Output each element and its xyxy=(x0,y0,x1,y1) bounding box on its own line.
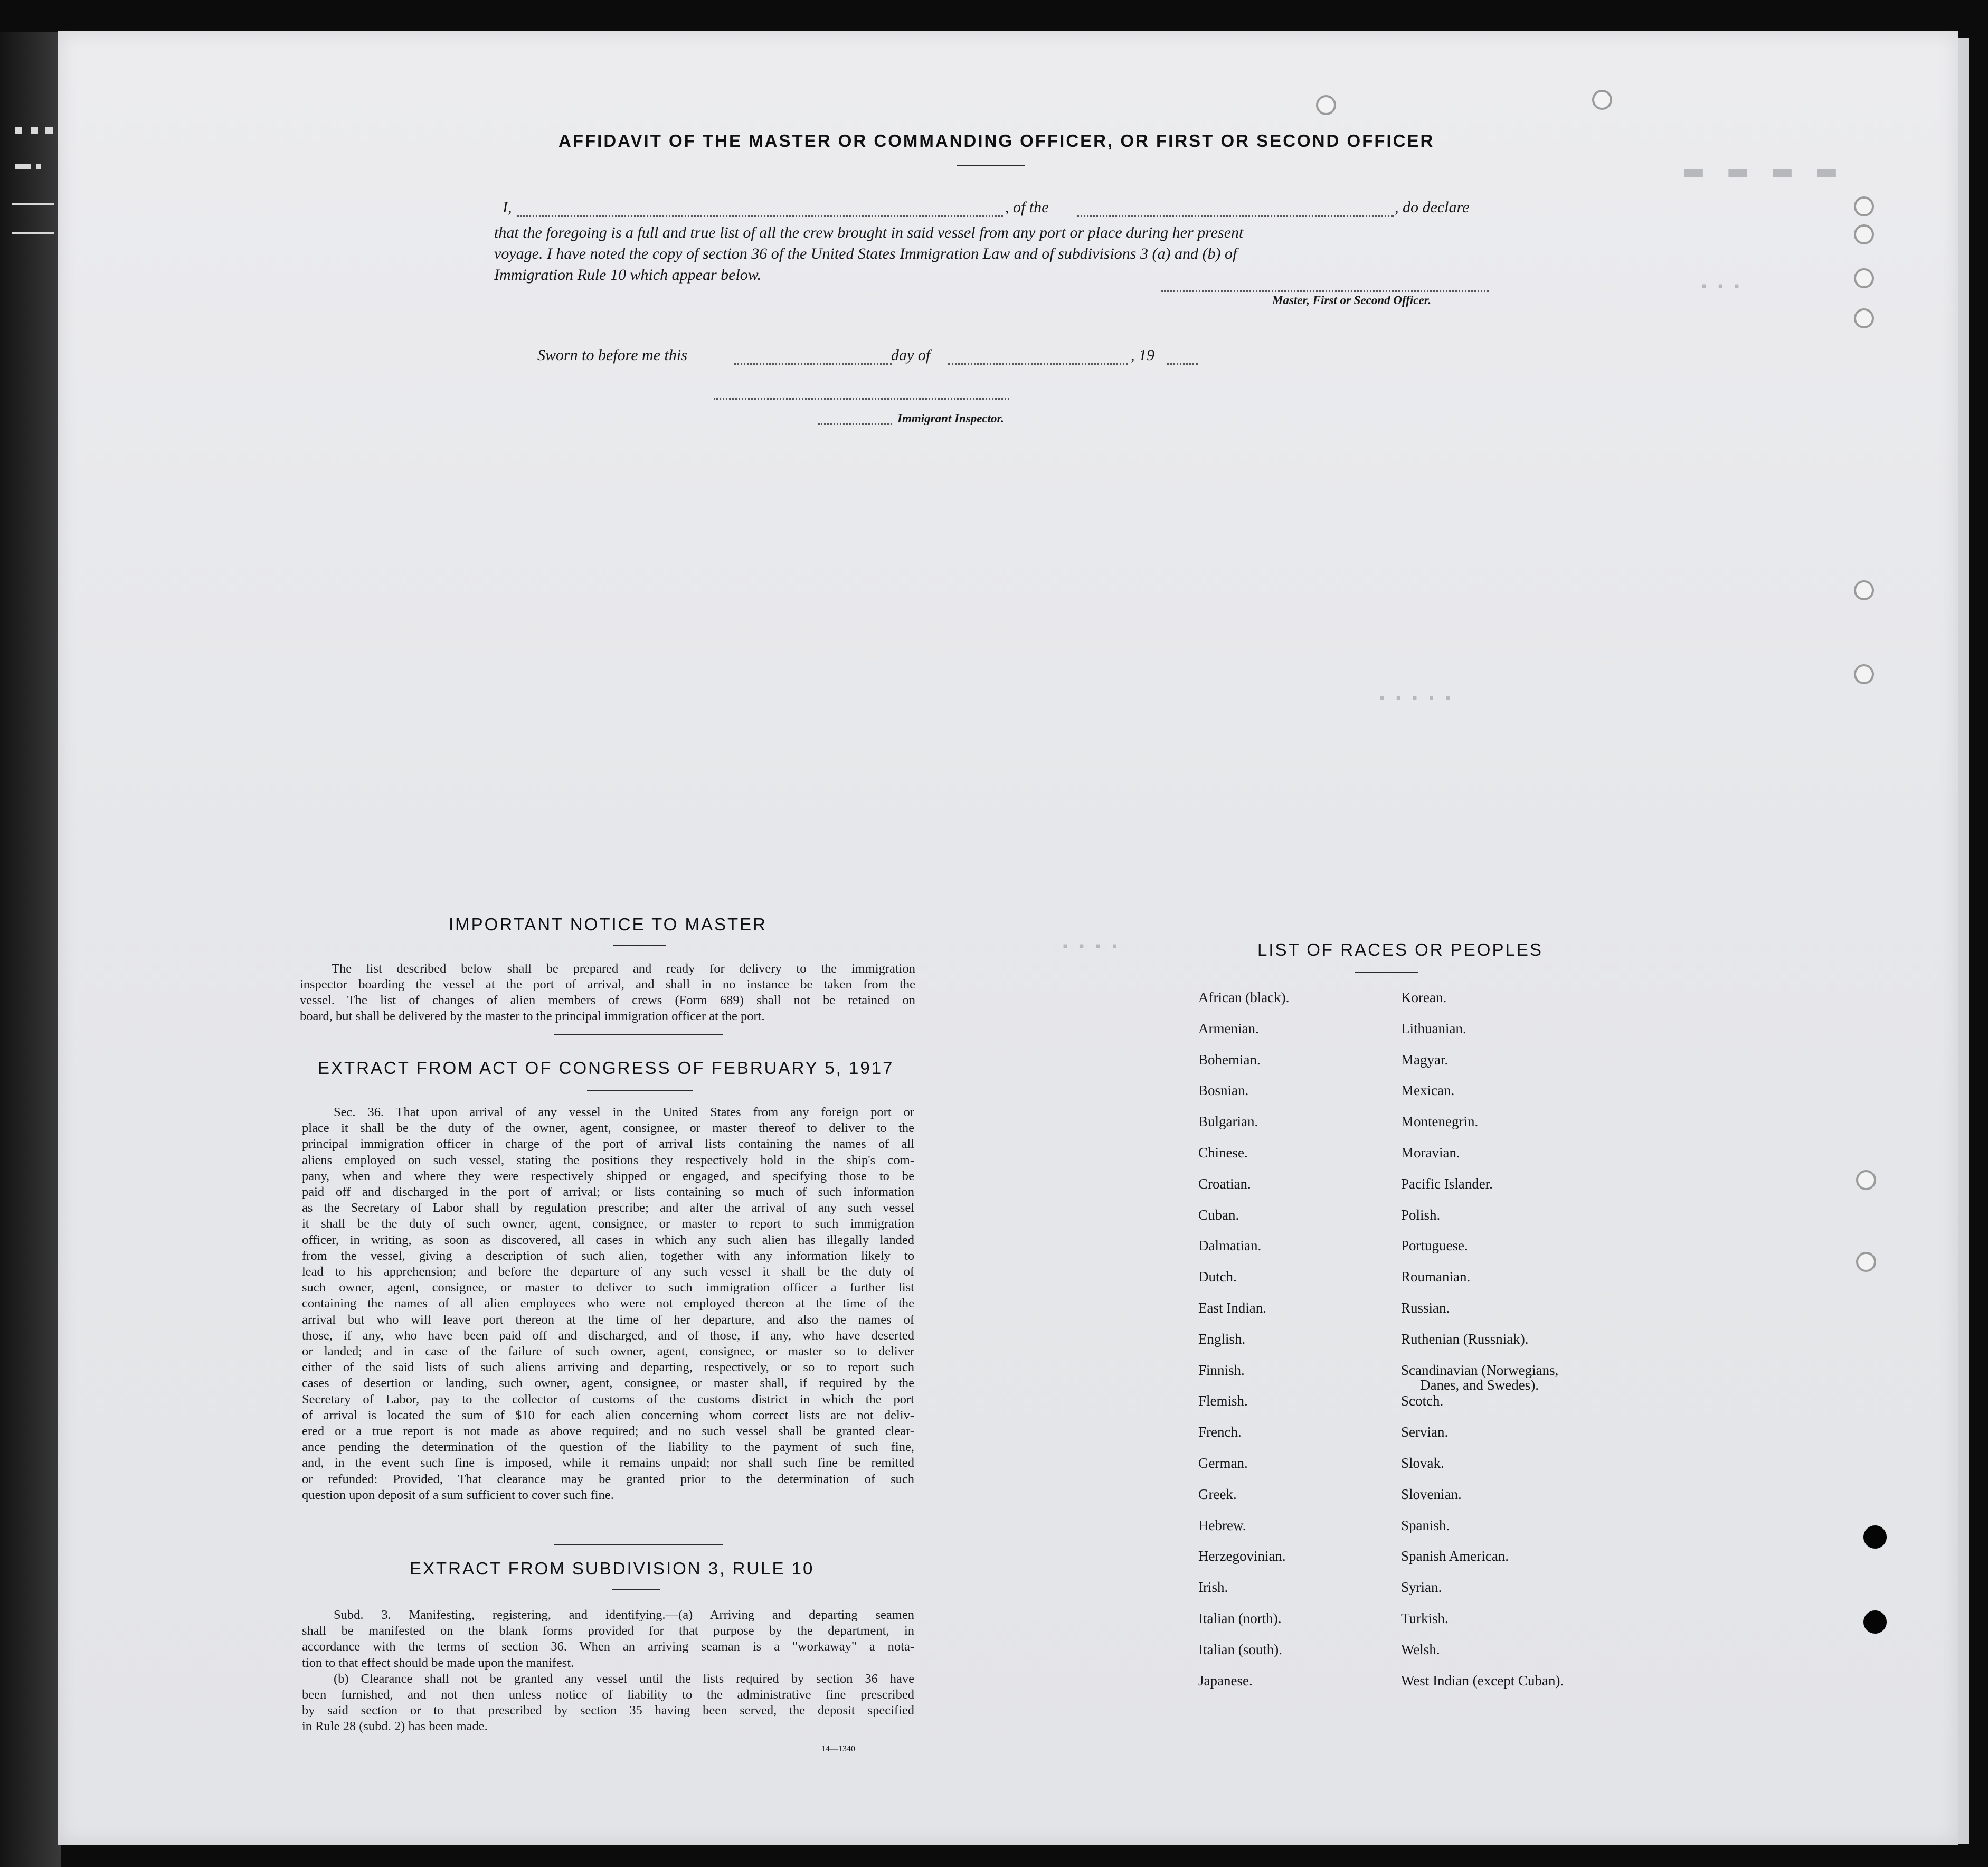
race-item: Scandinavian (Norwegians, xyxy=(1401,1362,1559,1378)
sworn-year-line[interactable] xyxy=(1167,363,1198,365)
bleed-through: ▪ ▪ ▪ ▪ xyxy=(1061,939,1119,955)
races-title: LIST OF RACES OR PEOPLES xyxy=(1257,940,1543,959)
race-item: Turkish. xyxy=(1401,1610,1449,1626)
punch-hole xyxy=(1863,1610,1887,1634)
vessel-name-line[interactable] xyxy=(1077,215,1394,217)
affidavit-line-2: voyage. I have noted the copy of section 36 of the United States Immigration Law and of subdivisions 3 (a) and (b) of xyxy=(494,245,1237,262)
act-extract-line: it shall be the duty of such owner, agent, consignee, or master to report to such immigration xyxy=(302,1217,914,1231)
race-item: Dalmatian. xyxy=(1198,1238,1262,1254)
form-number: 14—1340 xyxy=(821,1745,855,1753)
punch-hole xyxy=(1856,1170,1876,1190)
inspector-label: Immigrant Inspector. xyxy=(897,412,1004,425)
rule-extract-line: in Rule 28 (subd. 2) has been made. xyxy=(302,1719,488,1734)
notice-line: inspector boarding the vessel at the port of arrival, and shall in no instance be taken from the xyxy=(300,977,915,992)
act-extract-line: or landed; and in case of the failure of such owner, agent, consignee, or master so to deliver xyxy=(302,1344,914,1359)
race-item: Italian (south). xyxy=(1198,1641,1282,1657)
race-item: Welsh. xyxy=(1401,1641,1440,1657)
race-item: Flemish. xyxy=(1198,1393,1248,1409)
act-extract-line: officer, in writing, as soon as discovered, all cases in which any such alien has illegally landed xyxy=(302,1232,914,1247)
race-item: Korean. xyxy=(1401,989,1447,1005)
race-item: Servian. xyxy=(1401,1424,1449,1440)
act-extract-line: Sec. 36. That upon arrival of any vessel in the United States from any foreign port or xyxy=(334,1105,914,1119)
rule-extract-line: accordance with the terms of section 36. When an arriving seaman is a "workaway" a nota- xyxy=(302,1639,914,1654)
punch-hole xyxy=(1854,224,1874,244)
act-rule xyxy=(587,1090,693,1091)
act-extract-line: Secretary of Labor, pay to the collector of customs of the customs district in which the port xyxy=(302,1392,914,1407)
race-item: Syrian. xyxy=(1401,1579,1442,1596)
act-extract-line: containing the names of all alien employees who were not employed thereon at the time of the xyxy=(302,1296,914,1311)
race-item: Dutch. xyxy=(1198,1269,1237,1285)
race-item: Armenian. xyxy=(1198,1020,1259,1036)
race-item: Herzegovinian. xyxy=(1198,1548,1286,1564)
race-item: Spanish American. xyxy=(1401,1548,1509,1564)
act-extract-line: such owner, agent, consignee, or master to deliver to such immigration officer a further list xyxy=(302,1280,914,1295)
rule-rule xyxy=(612,1589,660,1590)
race-item: English. xyxy=(1198,1331,1246,1347)
race-item: East Indian. xyxy=(1198,1300,1266,1316)
act-extract-line: and, in the event such fine is imposed, while it remains unpaid; nor shall such fine be remitted xyxy=(302,1456,914,1470)
race-item: Greek. xyxy=(1198,1486,1237,1502)
notice-line: board, but shall be delivered by the master to the principal immigration officer at the port. xyxy=(300,1009,765,1023)
act-extract-text xyxy=(302,1105,914,1503)
act-extract-line: or refunded: Provided, That clearance may be granted prior to the determination of such xyxy=(302,1472,914,1486)
declarant-name-line[interactable] xyxy=(517,215,1003,217)
punch-hole xyxy=(1854,580,1874,600)
act-extract-line: ered or a true report is not made as above required; and no such vessel shall be granted clear- xyxy=(302,1424,914,1439)
race-item: Danes, and Swedes). xyxy=(1420,1376,1539,1393)
notice-line: vessel. The list of changes of alien members of crews (Form 689) shall not be retained on xyxy=(300,993,915,1007)
title-rule xyxy=(957,165,1025,166)
inspector-signature-line[interactable] xyxy=(818,423,892,425)
master-signature-line[interactable] xyxy=(1161,290,1489,292)
do-declare-label: , do declare xyxy=(1395,199,1470,216)
race-item: Ruthenian (Russniak). xyxy=(1401,1331,1529,1347)
act-extract-line: paid off and discharged in the port of arrival; or lists containing so much of such information xyxy=(302,1185,914,1200)
act-extract-line: ance pending the determination of the question of the liability to the payment of such fine, xyxy=(302,1440,914,1455)
rule-extract-line: been furnished, and not then unless notice of liability to the administrative fine prescribed xyxy=(302,1687,914,1702)
act-extract-line: place it shall be the duty of the owner, agent, consignee, or master thereof to deliver to the xyxy=(302,1121,914,1136)
act-extract-line: as the Secretary of Labor shall by regulation prescribe; and after the arrival of any such vessel xyxy=(302,1201,914,1215)
declarant-label: I, xyxy=(503,199,512,216)
race-item: Roumanian. xyxy=(1401,1269,1471,1285)
race-item: Bohemian. xyxy=(1198,1051,1261,1068)
race-item: Mexican. xyxy=(1401,1082,1455,1099)
act-extract-title: EXTRACT FROM ACT OF CONGRESS OF FEBRUARY 5, 1917 xyxy=(318,1058,894,1078)
rule-extract-line: tion to that effect should be made upon the manifest. xyxy=(302,1655,574,1670)
rule-extract-title: EXTRACT FROM SUBDIVISION 3, RULE 10 xyxy=(410,1559,815,1578)
punch-hole xyxy=(1316,95,1336,115)
section-divider xyxy=(554,1034,723,1035)
act-extract-line: of arrival is located the sum of $10 for each alien concerning whom correct lists are not deliv- xyxy=(302,1408,914,1422)
race-item: Japanese. xyxy=(1198,1672,1253,1689)
race-item: Spanish. xyxy=(1401,1517,1450,1533)
day-of-label: day of xyxy=(891,346,931,364)
act-extract-line: from the vessel, giving a description of such alien, together with any information likely to xyxy=(302,1248,914,1263)
race-item: Irish. xyxy=(1198,1579,1228,1596)
race-item: Bulgarian. xyxy=(1198,1114,1258,1130)
punch-hole xyxy=(1592,90,1612,110)
race-item: Montenegrin. xyxy=(1401,1114,1479,1130)
of-the-label: , of the xyxy=(1005,199,1049,216)
act-extract-line: principal immigration officer in charge of the port of arrival lists containing the names of all xyxy=(302,1137,914,1152)
act-extract-line: aliens employed on such vessel, stating the positions they respectively hold in the ship's com- xyxy=(302,1153,914,1167)
act-extract-line: those, if any, who have been paid off and discharged, and of those, if any, who have deserted xyxy=(302,1328,914,1343)
race-item: Slovenian. xyxy=(1401,1486,1462,1502)
punch-hole xyxy=(1854,196,1874,216)
race-item: African (black). xyxy=(1198,989,1290,1005)
race-item: Scotch. xyxy=(1401,1393,1444,1409)
race-item: Bosnian. xyxy=(1198,1082,1249,1099)
act-extract-line: arrival but who will leave port thereon at the time of her departure, and also the names of xyxy=(302,1312,914,1327)
races-rule xyxy=(1355,972,1418,973)
race-item: West Indian (except Cuban). xyxy=(1401,1672,1564,1689)
sworn-label: Sworn to before me this xyxy=(537,346,687,364)
bleed-through: ▬ ▬ ▬ ▬ xyxy=(1684,152,1840,188)
race-item: Italian (north). xyxy=(1198,1610,1282,1626)
race-item: Pacific Islander. xyxy=(1401,1175,1493,1192)
act-extract-line: cases of desertion or landing, such owner, agent, consignee, or master shall, if required by the xyxy=(302,1376,914,1391)
punch-hole xyxy=(1854,268,1874,288)
rule-extract-line: by said section or to that prescribed by section 35 having been served, the deposit specified xyxy=(302,1703,914,1718)
section-divider xyxy=(554,1544,723,1545)
notice-line: The list described below shall be prepared and ready for delivery to the immigration xyxy=(332,961,915,976)
inspector-signature-line-upper xyxy=(714,398,1009,400)
punch-hole xyxy=(1854,308,1874,328)
rule-extract-line: (b) Clearance shall not be granted any vessel until the lists required by section 36 have xyxy=(334,1671,914,1686)
affidavit-line-3: Immigration Rule 10 which appear below. xyxy=(494,266,762,284)
race-item: Cuban. xyxy=(1198,1206,1239,1223)
affidavit-title: AFFIDAVIT OF THE MASTER OR COMMANDING OFFICER, OR FIRST OR SECOND OFFICER xyxy=(558,131,1435,150)
race-item: Moravian. xyxy=(1401,1145,1460,1161)
race-item: Chinese. xyxy=(1198,1145,1248,1161)
race-item: Slovak. xyxy=(1401,1455,1444,1471)
race-item: French. xyxy=(1198,1424,1242,1440)
race-item: Polish. xyxy=(1401,1206,1441,1223)
race-item: German. xyxy=(1198,1455,1248,1471)
notice-text xyxy=(300,961,915,1024)
previous-page-edge xyxy=(0,32,61,1867)
punch-hole xyxy=(1854,664,1874,684)
act-extract-line: either of the said lists of such aliens arriving and departing, respectively, or so to report such xyxy=(302,1360,914,1375)
bleed-through: ▪ ▪ ▪ xyxy=(1700,279,1741,295)
edge-marks xyxy=(10,111,60,243)
race-item: Finnish. xyxy=(1198,1362,1245,1378)
affidavit-line-1: that the foregoing is a full and true list of all the crew brought in said vessel from any port or place during her present xyxy=(494,224,1244,241)
notice-title: IMPORTANT NOTICE TO MASTER xyxy=(449,914,768,934)
act-extract-line: lead to his apprehension; and before the departure of any such vessel it shall be the duty of xyxy=(302,1265,914,1279)
race-item: Croatian. xyxy=(1198,1175,1251,1192)
master-signature-label: Master, First or Second Officer. xyxy=(1272,294,1432,307)
year-label: , 19 xyxy=(1131,346,1154,364)
race-item: Portuguese. xyxy=(1401,1238,1468,1254)
race-item: Lithuanian. xyxy=(1401,1020,1466,1036)
race-item: Magyar. xyxy=(1401,1051,1449,1068)
act-extract-line: pany, when and where they were respectively shipped or engaged, and specifying those to be xyxy=(302,1168,914,1183)
punch-hole xyxy=(1863,1525,1887,1549)
document-page xyxy=(58,31,1958,1845)
act-extract-line: question upon deposit of a sum sufficient to cover such fine. xyxy=(302,1487,614,1502)
punch-hole xyxy=(1856,1252,1876,1272)
rule-extract-line: shall be manifested on the blank forms provided for that purpose by the department, in xyxy=(302,1624,914,1638)
race-item: Russian. xyxy=(1401,1300,1450,1316)
notice-rule xyxy=(613,945,666,946)
sworn-day-line[interactable] xyxy=(734,363,892,365)
bleed-through: ▪ ▪ ▪ ▪ ▪ xyxy=(1378,691,1452,706)
rule-extract-text xyxy=(302,1607,914,1735)
sworn-month-line[interactable] xyxy=(948,363,1128,365)
rule-extract-line: Subd. 3. Manifesting, registering, and identifying.—(a) Arriving and departing seamen xyxy=(334,1608,914,1622)
race-item: Hebrew. xyxy=(1198,1517,1246,1533)
